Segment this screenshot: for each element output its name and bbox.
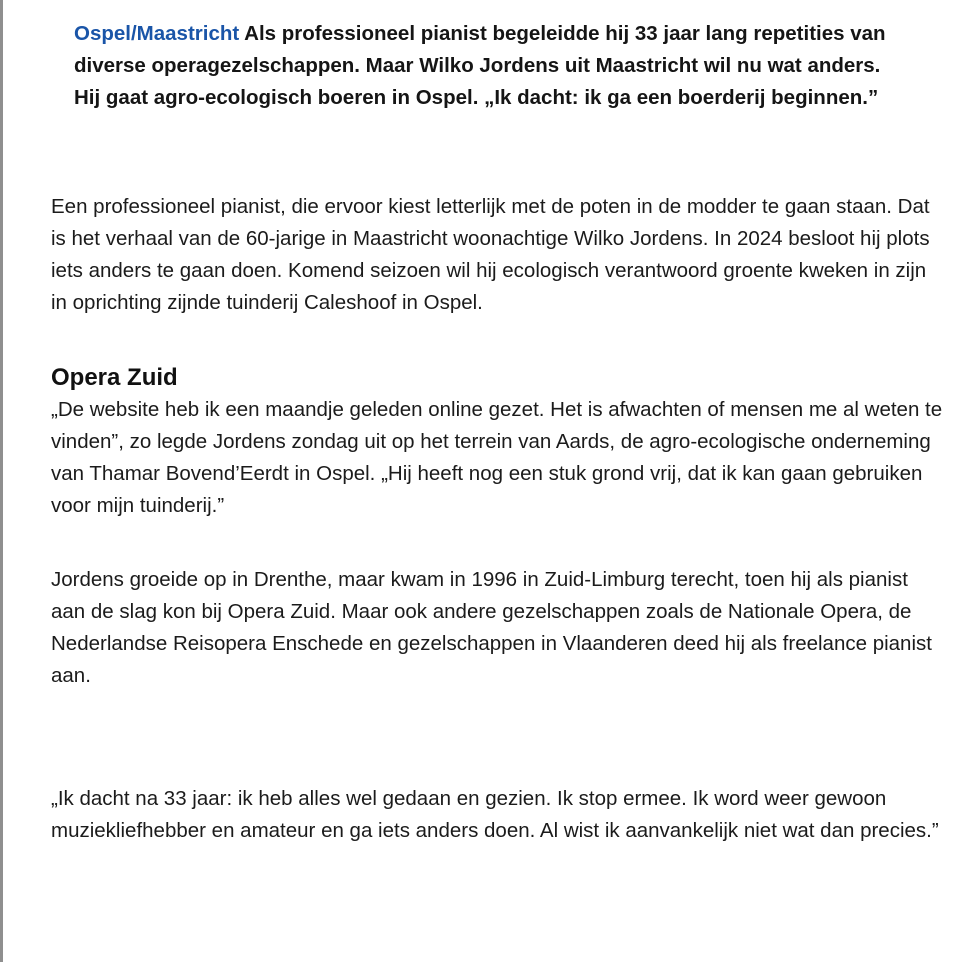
paragraph-1: Een professioneel pianist, die ervoor kiest letterlijk met de poten in de modder te gaan staan. Dat is het verhaal van de 60-jarige in Maastricht woonachtige Wilko Jordens. In 2024 besloot hij plots iets anders te gaan doen. Komend seizoen wil hij ecologisch verantwoord groente kweken in zijn in oprichting zijnde tuinderij Caleshoof in Ospel. bbox=[51, 195, 930, 314]
left-border-rule bbox=[0, 0, 3, 962]
intro-text: Als professioneel pianist begeleidde hij 33 jaar lang repetities van diverse operagezelschappen. Maar Wilko Jordens uit Maastricht wil nu wat anders. Hij gaat agro-ecologisch boeren in Ospel. „Ik dacht: ik ga een boerderij beginnen.” bbox=[74, 22, 886, 109]
article-intro bbox=[74, 18, 904, 114]
paragraph-3: Jordens groeide op in Drenthe, maar kwam in 1996 in Zuid-Limburg terecht, toen hij als pianist aan de slag kon bij Opera Zuid. Maar ook andere gezelschappen zoals de Nationale Opera, de Nederlandse Reisopera Enschede en gezelschappen in Vlaanderen deed hij als freelance pianist aan. bbox=[51, 568, 932, 687]
paragraph-4: „Ik dacht na 33 jaar: ik heb alles wel gedaan en gezien. Ik stop ermee. Ik word weer gewoon muziekliefhebber en amateur en ga iets anders doen. Al wist ik aanvankelijk niet wat dan precies.” bbox=[51, 787, 939, 842]
dateline: Ospel/Maastricht bbox=[74, 22, 240, 45]
section-heading-opera-zuid: Opera Zuid bbox=[51, 364, 178, 391]
paragraph-2: „De website heb ik een maandje geleden online gezet. Het is afwachten of mensen me al weten te vinden”, zo legde Jordens zondag uit op het terrein van Aards, de agro-ecologische onderneming van Thamar Bovend’Eerdt in Ospel. „Hij heeft nog een stuk grond vrij, dat ik kan gaan gebruiken voor mijn tuinderij.” bbox=[51, 398, 943, 517]
article-body bbox=[51, 18, 951, 847]
